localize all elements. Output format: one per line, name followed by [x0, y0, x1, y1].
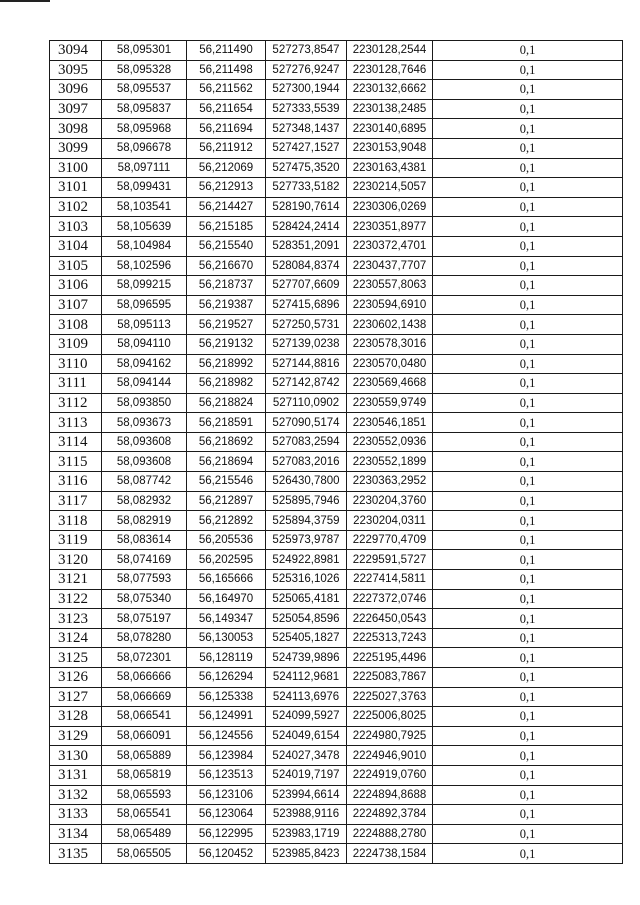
accuracy-cell: 0,1 [433, 765, 623, 785]
accuracy-cell: 0,1 [433, 707, 623, 727]
table-row [50, 570, 623, 590]
point-number-cell: 3133 [50, 805, 102, 825]
y-coordinate-cell: 2225313,7243 [347, 628, 433, 648]
point-number-cell: 3134 [50, 824, 102, 844]
point-number-cell: 3115 [50, 452, 102, 472]
longitude-cell: 56,215546 [187, 472, 266, 492]
accuracy-cell: 0,1 [433, 354, 623, 374]
y-coordinate-cell: 2225195,4496 [347, 648, 433, 668]
y-coordinate-cell: 2230557,8063 [347, 276, 433, 296]
longitude-cell: 56,128119 [187, 648, 266, 668]
table-row [50, 60, 623, 80]
latitude-cell: 58,083614 [102, 530, 187, 550]
latitude-cell: 58,066669 [102, 687, 187, 707]
longitude-cell: 56,124556 [187, 726, 266, 746]
accuracy-cell: 0,1 [433, 315, 623, 335]
y-coordinate-cell: 2226450,0543 [347, 609, 433, 629]
x-coordinate-cell: 524739,9896 [266, 648, 347, 668]
y-coordinate-cell: 2225083,7867 [347, 668, 433, 688]
table-row [50, 119, 623, 139]
longitude-cell: 56,215185 [187, 217, 266, 237]
latitude-cell: 58,096678 [102, 138, 187, 158]
latitude-cell: 58,094162 [102, 354, 187, 374]
coordinates-table [49, 40, 623, 864]
latitude-cell: 58,066666 [102, 668, 187, 688]
accuracy-cell: 0,1 [433, 511, 623, 531]
longitude-cell: 56,205536 [187, 530, 266, 550]
table-row [50, 256, 623, 276]
longitude-cell: 56,120452 [187, 844, 266, 864]
latitude-cell: 58,077593 [102, 570, 187, 590]
y-coordinate-cell: 2230204,0311 [347, 511, 433, 531]
longitude-cell: 56,123106 [187, 785, 266, 805]
table-row [50, 374, 623, 394]
x-coordinate-cell: 527707,6609 [266, 276, 347, 296]
point-number-cell: 3102 [50, 197, 102, 217]
y-coordinate-cell: 2230372,4701 [347, 236, 433, 256]
latitude-cell: 58,065593 [102, 785, 187, 805]
accuracy-cell: 0,1 [433, 628, 623, 648]
y-coordinate-cell: 2230569,4668 [347, 374, 433, 394]
accuracy-cell: 0,1 [433, 570, 623, 590]
page-corner-mark [0, 0, 50, 2]
longitude-cell: 56,212069 [187, 158, 266, 178]
y-coordinate-cell: 2229591,5727 [347, 550, 433, 570]
accuracy-cell: 0,1 [433, 687, 623, 707]
x-coordinate-cell: 528190,7614 [266, 197, 347, 217]
point-number-cell: 3100 [50, 158, 102, 178]
latitude-cell: 58,082919 [102, 511, 187, 531]
table-row [50, 295, 623, 315]
latitude-cell: 58,065541 [102, 805, 187, 825]
point-number-cell: 3104 [50, 236, 102, 256]
y-coordinate-cell: 2230552,0936 [347, 432, 433, 452]
y-coordinate-cell: 2224888,2780 [347, 824, 433, 844]
table-row [50, 628, 623, 648]
x-coordinate-cell: 525973,9787 [266, 530, 347, 550]
latitude-cell: 58,066541 [102, 707, 187, 727]
table-row [50, 687, 623, 707]
x-coordinate-cell: 527250,5731 [266, 315, 347, 335]
accuracy-cell: 0,1 [433, 472, 623, 492]
point-number-cell: 3110 [50, 354, 102, 374]
table-row [50, 393, 623, 413]
point-number-cell: 3119 [50, 530, 102, 550]
point-number-cell: 3121 [50, 570, 102, 590]
table-row [50, 648, 623, 668]
point-number-cell: 3109 [50, 334, 102, 354]
latitude-cell: 58,094144 [102, 374, 187, 394]
longitude-cell: 56,164970 [187, 589, 266, 609]
accuracy-cell: 0,1 [433, 824, 623, 844]
table-row [50, 413, 623, 433]
x-coordinate-cell: 527083,2016 [266, 452, 347, 472]
x-coordinate-cell: 524113,6976 [266, 687, 347, 707]
y-coordinate-cell: 2230363,2952 [347, 472, 433, 492]
longitude-cell: 56,123513 [187, 765, 266, 785]
latitude-cell: 58,065489 [102, 824, 187, 844]
longitude-cell: 56,202595 [187, 550, 266, 570]
x-coordinate-cell: 523994,6614 [266, 785, 347, 805]
latitude-cell: 58,093850 [102, 393, 187, 413]
accuracy-cell: 0,1 [433, 393, 623, 413]
latitude-cell: 58,087742 [102, 472, 187, 492]
longitude-cell: 56,212913 [187, 178, 266, 198]
point-number-cell: 3105 [50, 256, 102, 276]
longitude-cell: 56,218591 [187, 413, 266, 433]
longitude-cell: 56,130053 [187, 628, 266, 648]
y-coordinate-cell: 2230578,3016 [347, 334, 433, 354]
longitude-cell: 56,219132 [187, 334, 266, 354]
y-coordinate-cell: 2230204,3760 [347, 491, 433, 511]
accuracy-cell: 0,1 [433, 276, 623, 296]
x-coordinate-cell: 523983,1719 [266, 824, 347, 844]
x-coordinate-cell: 525065,4181 [266, 589, 347, 609]
accuracy-cell: 0,1 [433, 805, 623, 825]
point-number-cell: 3107 [50, 295, 102, 315]
latitude-cell: 58,095537 [102, 80, 187, 100]
point-number-cell: 3095 [50, 60, 102, 80]
y-coordinate-cell: 2224946,9010 [347, 746, 433, 766]
table-row [50, 334, 623, 354]
latitude-cell: 58,066091 [102, 726, 187, 746]
x-coordinate-cell: 525895,7946 [266, 491, 347, 511]
point-number-cell: 3096 [50, 80, 102, 100]
table-row [50, 452, 623, 472]
longitude-cell: 56,218694 [187, 452, 266, 472]
accuracy-cell: 0,1 [433, 60, 623, 80]
point-number-cell: 3113 [50, 413, 102, 433]
accuracy-cell: 0,1 [433, 668, 623, 688]
table-row [50, 236, 623, 256]
longitude-cell: 56,212897 [187, 491, 266, 511]
point-number-cell: 3128 [50, 707, 102, 727]
table-row [50, 765, 623, 785]
accuracy-cell: 0,1 [433, 491, 623, 511]
x-coordinate-cell: 525316,1026 [266, 570, 347, 590]
y-coordinate-cell: 2229770,4709 [347, 530, 433, 550]
x-coordinate-cell: 527090,5174 [266, 413, 347, 433]
longitude-cell: 56,211490 [187, 41, 266, 61]
latitude-cell: 58,097111 [102, 158, 187, 178]
longitude-cell: 56,211498 [187, 60, 266, 80]
table-row [50, 824, 623, 844]
coordinates-table-body [50, 41, 623, 864]
x-coordinate-cell: 528084,8374 [266, 256, 347, 276]
y-coordinate-cell: 2230140,6895 [347, 119, 433, 139]
point-number-cell: 3131 [50, 765, 102, 785]
longitude-cell: 56,123984 [187, 746, 266, 766]
latitude-cell: 58,065889 [102, 746, 187, 766]
x-coordinate-cell: 527415,6896 [266, 295, 347, 315]
latitude-cell: 58,093608 [102, 432, 187, 452]
x-coordinate-cell: 527475,3520 [266, 158, 347, 178]
accuracy-cell: 0,1 [433, 648, 623, 668]
x-coordinate-cell: 527144,8816 [266, 354, 347, 374]
latitude-cell: 58,104984 [102, 236, 187, 256]
point-number-cell: 3132 [50, 785, 102, 805]
longitude-cell: 56,214427 [187, 197, 266, 217]
point-number-cell: 3126 [50, 668, 102, 688]
accuracy-cell: 0,1 [433, 217, 623, 237]
x-coordinate-cell: 527427,1527 [266, 138, 347, 158]
x-coordinate-cell: 524922,8981 [266, 550, 347, 570]
accuracy-cell: 0,1 [433, 432, 623, 452]
longitude-cell: 56,211912 [187, 138, 266, 158]
x-coordinate-cell: 524019,7197 [266, 765, 347, 785]
point-number-cell: 3122 [50, 589, 102, 609]
table-row [50, 276, 623, 296]
accuracy-cell: 0,1 [433, 452, 623, 472]
y-coordinate-cell: 2230602,1438 [347, 315, 433, 335]
y-coordinate-cell: 2230570,0480 [347, 354, 433, 374]
accuracy-cell: 0,1 [433, 785, 623, 805]
accuracy-cell: 0,1 [433, 178, 623, 198]
table-row [50, 432, 623, 452]
accuracy-cell: 0,1 [433, 413, 623, 433]
point-number-cell: 3098 [50, 119, 102, 139]
latitude-cell: 58,095328 [102, 60, 187, 80]
accuracy-cell: 0,1 [433, 530, 623, 550]
y-coordinate-cell: 2224738,1584 [347, 844, 433, 864]
point-number-cell: 3094 [50, 41, 102, 61]
point-number-cell: 3118 [50, 511, 102, 531]
longitude-cell: 56,165666 [187, 570, 266, 590]
longitude-cell: 56,216670 [187, 256, 266, 276]
x-coordinate-cell: 524027,3478 [266, 746, 347, 766]
point-number-cell: 3135 [50, 844, 102, 864]
latitude-cell: 58,096595 [102, 295, 187, 315]
point-number-cell: 3108 [50, 315, 102, 335]
accuracy-cell: 0,1 [433, 589, 623, 609]
y-coordinate-cell: 2230559,9749 [347, 393, 433, 413]
table-row [50, 609, 623, 629]
accuracy-cell: 0,1 [433, 197, 623, 217]
longitude-cell: 56,211654 [187, 99, 266, 119]
longitude-cell: 56,218737 [187, 276, 266, 296]
longitude-cell: 56,149347 [187, 609, 266, 629]
table-row [50, 99, 623, 119]
point-number-cell: 3112 [50, 393, 102, 413]
latitude-cell: 58,093608 [102, 452, 187, 472]
y-coordinate-cell: 2230128,7646 [347, 60, 433, 80]
point-number-cell: 3103 [50, 217, 102, 237]
table-row [50, 746, 623, 766]
accuracy-cell: 0,1 [433, 119, 623, 139]
x-coordinate-cell: 526430,7800 [266, 472, 347, 492]
y-coordinate-cell: 2224919,0760 [347, 765, 433, 785]
accuracy-cell: 0,1 [433, 295, 623, 315]
latitude-cell: 58,095968 [102, 119, 187, 139]
table-row [50, 511, 623, 531]
point-number-cell: 3114 [50, 432, 102, 452]
y-coordinate-cell: 2230153,9048 [347, 138, 433, 158]
table-row [50, 315, 623, 335]
y-coordinate-cell: 2225027,3763 [347, 687, 433, 707]
y-coordinate-cell: 2225006,8025 [347, 707, 433, 727]
table-row [50, 668, 623, 688]
longitude-cell: 56,219387 [187, 295, 266, 315]
longitude-cell: 56,218982 [187, 374, 266, 394]
table-row [50, 158, 623, 178]
longitude-cell: 56,123064 [187, 805, 266, 825]
table-row [50, 844, 623, 864]
table-row [50, 785, 623, 805]
latitude-cell: 58,082932 [102, 491, 187, 511]
x-coordinate-cell: 527139,0238 [266, 334, 347, 354]
latitude-cell: 58,065819 [102, 765, 187, 785]
y-coordinate-cell: 2227372,0746 [347, 589, 433, 609]
point-number-cell: 3123 [50, 609, 102, 629]
y-coordinate-cell: 2224892,3784 [347, 805, 433, 825]
x-coordinate-cell: 524112,9681 [266, 668, 347, 688]
point-number-cell: 3101 [50, 178, 102, 198]
accuracy-cell: 0,1 [433, 41, 623, 61]
y-coordinate-cell: 2230351,8977 [347, 217, 433, 237]
y-coordinate-cell: 2230132,6662 [347, 80, 433, 100]
x-coordinate-cell: 527142,8742 [266, 374, 347, 394]
x-coordinate-cell: 527083,2594 [266, 432, 347, 452]
x-coordinate-cell: 527273,8547 [266, 41, 347, 61]
latitude-cell: 58,094110 [102, 334, 187, 354]
accuracy-cell: 0,1 [433, 138, 623, 158]
y-coordinate-cell: 2230437,7707 [347, 256, 433, 276]
latitude-cell: 58,105639 [102, 217, 187, 237]
x-coordinate-cell: 527276,9247 [266, 60, 347, 80]
accuracy-cell: 0,1 [433, 550, 623, 570]
table-row [50, 197, 623, 217]
table-row [50, 354, 623, 374]
longitude-cell: 56,126294 [187, 668, 266, 688]
x-coordinate-cell: 528351,2091 [266, 236, 347, 256]
accuracy-cell: 0,1 [433, 609, 623, 629]
x-coordinate-cell: 527110,0902 [266, 393, 347, 413]
accuracy-cell: 0,1 [433, 726, 623, 746]
table-row [50, 726, 623, 746]
accuracy-cell: 0,1 [433, 256, 623, 276]
latitude-cell: 58,072301 [102, 648, 187, 668]
accuracy-cell: 0,1 [433, 80, 623, 100]
table-row [50, 530, 623, 550]
accuracy-cell: 0,1 [433, 334, 623, 354]
x-coordinate-cell: 528424,2414 [266, 217, 347, 237]
point-number-cell: 3124 [50, 628, 102, 648]
point-number-cell: 3099 [50, 138, 102, 158]
x-coordinate-cell: 524099,5927 [266, 707, 347, 727]
table-row [50, 805, 623, 825]
x-coordinate-cell: 525054,8596 [266, 609, 347, 629]
accuracy-cell: 0,1 [433, 236, 623, 256]
x-coordinate-cell: 524049,6154 [266, 726, 347, 746]
table-row [50, 178, 623, 198]
point-number-cell: 3120 [50, 550, 102, 570]
latitude-cell: 58,099215 [102, 276, 187, 296]
latitude-cell: 58,099431 [102, 178, 187, 198]
latitude-cell: 58,075340 [102, 589, 187, 609]
x-coordinate-cell: 525405,1827 [266, 628, 347, 648]
accuracy-cell: 0,1 [433, 158, 623, 178]
accuracy-cell: 0,1 [433, 746, 623, 766]
longitude-cell: 56,122995 [187, 824, 266, 844]
latitude-cell: 58,093673 [102, 413, 187, 433]
y-coordinate-cell: 2230163,4381 [347, 158, 433, 178]
latitude-cell: 58,095301 [102, 41, 187, 61]
point-number-cell: 3127 [50, 687, 102, 707]
x-coordinate-cell: 523988,9116 [266, 805, 347, 825]
point-number-cell: 3129 [50, 726, 102, 746]
longitude-cell: 56,125338 [187, 687, 266, 707]
point-number-cell: 3130 [50, 746, 102, 766]
table-row [50, 491, 623, 511]
point-number-cell: 3117 [50, 491, 102, 511]
table-row [50, 707, 623, 727]
point-number-cell: 3116 [50, 472, 102, 492]
x-coordinate-cell: 527348,1437 [266, 119, 347, 139]
x-coordinate-cell: 523985,8423 [266, 844, 347, 864]
y-coordinate-cell: 2224894,8688 [347, 785, 433, 805]
table-row [50, 472, 623, 492]
point-number-cell: 3125 [50, 648, 102, 668]
x-coordinate-cell: 525894,3759 [266, 511, 347, 531]
latitude-cell: 58,075197 [102, 609, 187, 629]
latitude-cell: 58,103541 [102, 197, 187, 217]
point-number-cell: 3111 [50, 374, 102, 394]
point-number-cell: 3106 [50, 276, 102, 296]
table-row [50, 80, 623, 100]
table-row [50, 138, 623, 158]
table-row [50, 589, 623, 609]
latitude-cell: 58,095113 [102, 315, 187, 335]
accuracy-cell: 0,1 [433, 374, 623, 394]
y-coordinate-cell: 2224980,7925 [347, 726, 433, 746]
latitude-cell: 58,078280 [102, 628, 187, 648]
latitude-cell: 58,095837 [102, 99, 187, 119]
table-row [50, 217, 623, 237]
longitude-cell: 56,212892 [187, 511, 266, 531]
x-coordinate-cell: 527300,1944 [266, 80, 347, 100]
latitude-cell: 58,074169 [102, 550, 187, 570]
table-row [50, 41, 623, 61]
table-row [50, 550, 623, 570]
x-coordinate-cell: 527333,5539 [266, 99, 347, 119]
y-coordinate-cell: 2230138,2485 [347, 99, 433, 119]
y-coordinate-cell: 2230128,2544 [347, 41, 433, 61]
longitude-cell: 56,218992 [187, 354, 266, 374]
latitude-cell: 58,102596 [102, 256, 187, 276]
longitude-cell: 56,211694 [187, 119, 266, 139]
longitude-cell: 56,211562 [187, 80, 266, 100]
longitude-cell: 56,219527 [187, 315, 266, 335]
y-coordinate-cell: 2230594,6910 [347, 295, 433, 315]
longitude-cell: 56,124991 [187, 707, 266, 727]
y-coordinate-cell: 2230214,5057 [347, 178, 433, 198]
latitude-cell: 58,065505 [102, 844, 187, 864]
x-coordinate-cell: 527733,5182 [266, 178, 347, 198]
y-coordinate-cell: 2230306,0269 [347, 197, 433, 217]
point-number-cell: 3097 [50, 99, 102, 119]
longitude-cell: 56,215540 [187, 236, 266, 256]
y-coordinate-cell: 2227414,5811 [347, 570, 433, 590]
accuracy-cell: 0,1 [433, 844, 623, 864]
longitude-cell: 56,218692 [187, 432, 266, 452]
y-coordinate-cell: 2230552,1899 [347, 452, 433, 472]
y-coordinate-cell: 2230546,1851 [347, 413, 433, 433]
longitude-cell: 56,218824 [187, 393, 266, 413]
accuracy-cell: 0,1 [433, 99, 623, 119]
